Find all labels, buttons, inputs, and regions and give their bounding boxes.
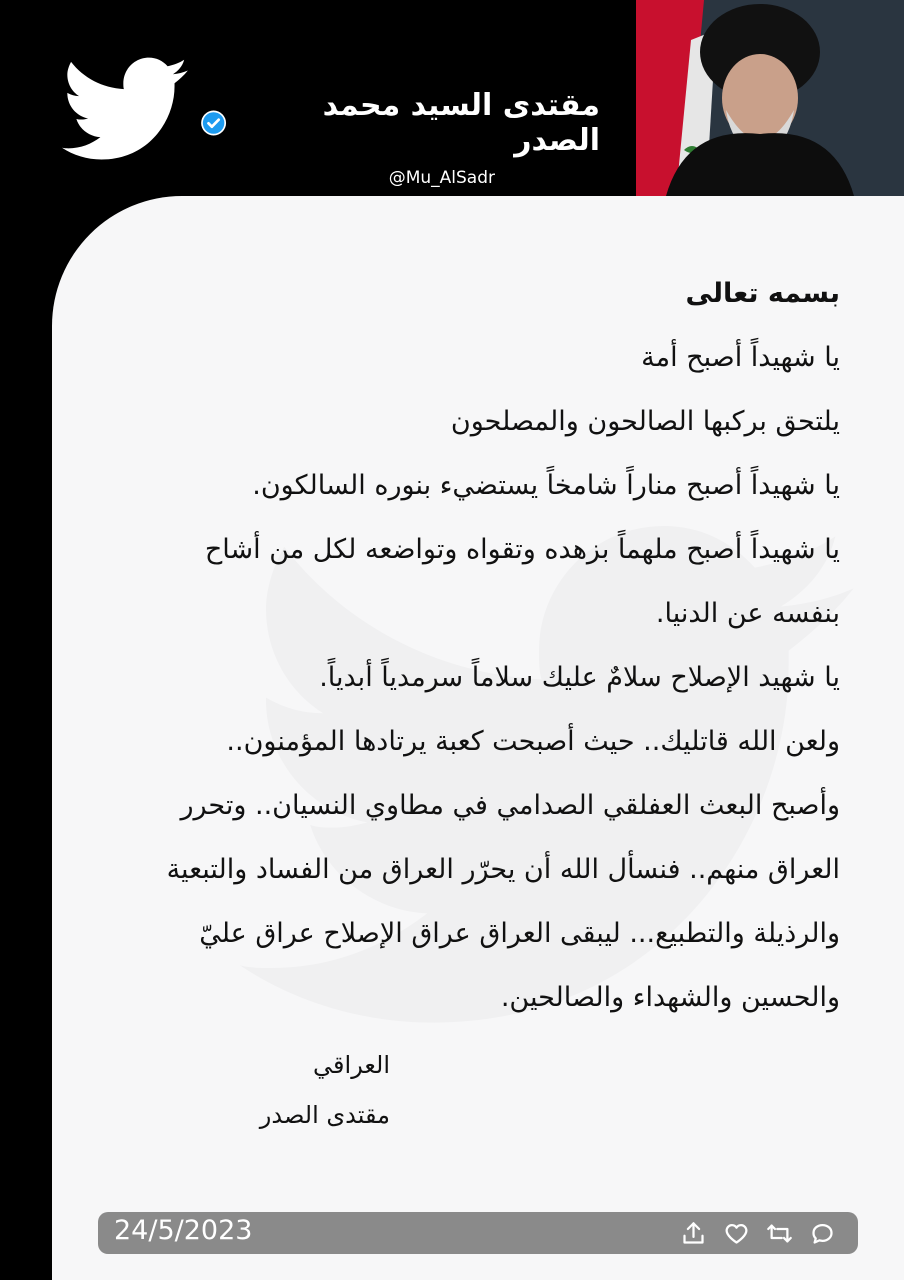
twitter-bird-icon [62,56,190,166]
post-line: بسمه تعالى [685,278,840,309]
user-handle[interactable]: @Mu_AlSadr [388,168,495,188]
post-line: يلتحق بركبها الصالحون والمصلحون [450,406,840,437]
name-block [200,88,600,188]
profile-header [0,0,904,200]
post-line: والرذيلة والتطبيع... ليبقى العراق عراق الإصلاح عراق عليّ [199,918,840,949]
post-line: العراق منهم.. فنسأل الله أن يحرّر العراق من الفساد والتبعية [166,854,840,885]
post-line: يا شهيداً أصبح أمة [641,342,840,373]
verified-badge-icon [200,109,227,137]
post-line: يا شهيد الإصلاح سلامٌ عليك سلاماً سرمدياً أبدياً. [319,662,840,693]
signature-line: العراقي [313,1051,390,1079]
post-body [80,262,840,1030]
signature-line: مقتدى الصدر [259,1101,390,1129]
retweet-icon[interactable] [766,1220,793,1247]
display-name[interactable]: مقتدى السيد محمد الصدر [322,88,600,158]
share-icon[interactable] [680,1220,707,1247]
like-icon[interactable] [723,1220,750,1247]
reply-icon[interactable] [809,1220,836,1247]
post-line: ولعن الله قاتليك.. حيث أصبحت كعبة يرتادها المؤمنون.. [226,726,840,757]
post-date: 24/5/2023 [114,1215,253,1246]
profile-photo[interactable] [636,0,904,196]
post-line: يا شهيداً أصبح ملهماً بزهده وتقواه وتواضعه لكل من أشاح [204,534,840,565]
action-bar [680,1220,836,1247]
post-footer [98,1212,858,1254]
signature-block [200,1040,390,1140]
display-name-row [200,88,600,158]
post-line: والحسين والشهداء والصالحين. [500,982,840,1013]
post-line: يا شهيداً أصبح مناراً شامخاً يستضيء بنوره السالكون. [252,470,840,501]
post-line: وأصبح البعث العفلقي الصدامي في مطاوي النسيان.. وتحرر [180,790,840,821]
post-line: بنفسه عن الدنيا. [655,598,840,629]
